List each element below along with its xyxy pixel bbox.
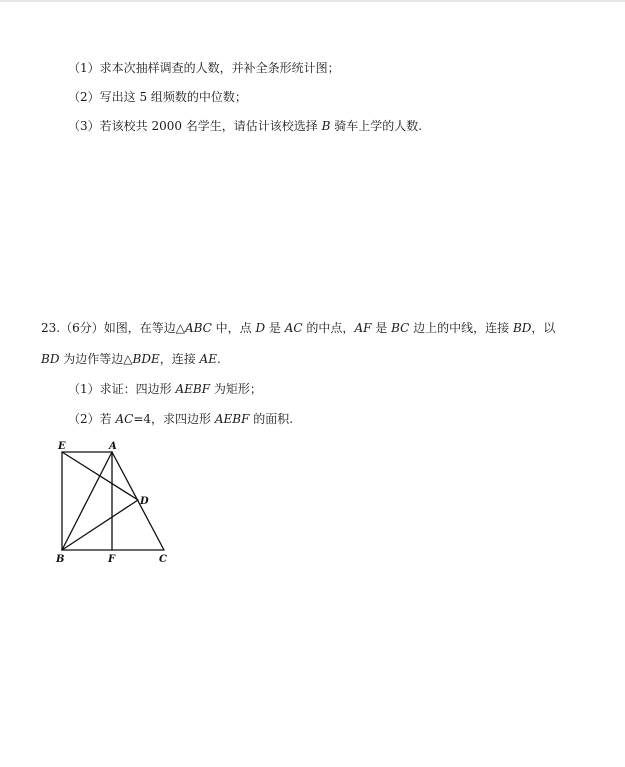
- q23-bd: BD: [512, 321, 532, 335]
- q22-part-1: [68, 60, 340, 76]
- q22-part-3-text-a: （3）若该校共 2000 名学生，请估计该校选择: [68, 119, 322, 133]
- page-top-border: [0, 0, 625, 2]
- q23-af: AF: [354, 321, 372, 335]
- segment-ac: [112, 452, 164, 550]
- q23-abc: ABC: [184, 321, 212, 335]
- q23-d: D: [255, 321, 266, 335]
- q23-bde: BDE: [132, 352, 160, 366]
- q23-t6: ，以: [531, 321, 556, 335]
- q23-stem-line-1: [41, 320, 555, 336]
- q23-part-2-a: （2）若: [68, 412, 116, 426]
- q23-part-2-aebf: AEBF: [214, 412, 250, 426]
- q23-t3: 的中点，: [302, 321, 355, 335]
- q23-part-2-b: =4，求四边形: [133, 412, 215, 426]
- q23-part-2-ac: AC: [115, 412, 134, 426]
- q23-ac: AC: [284, 321, 303, 335]
- q23-t5: 边上的中线，连接: [409, 321, 513, 335]
- q22-part-2-text: （2）写出这 5 组频数的中位数；: [68, 90, 247, 104]
- q22-part-3-text-b: 骑车上学的人数.: [330, 119, 423, 133]
- q22-part-2: [68, 89, 247, 105]
- q23-t9: .: [216, 352, 221, 366]
- q22-part-3: [68, 118, 422, 134]
- q23-t2: 是: [265, 321, 285, 335]
- q23-part-1: [68, 381, 262, 397]
- q23-part-2-c: 的面积.: [249, 412, 294, 426]
- q23-bc: BC: [391, 321, 410, 335]
- label-a: A: [109, 441, 117, 452]
- label-d: D: [140, 496, 149, 507]
- label-f: F: [108, 554, 116, 565]
- segment-bd: [62, 500, 138, 550]
- q23-t7: 为边作等边△: [59, 352, 133, 366]
- q23-bd-2: BD: [41, 352, 60, 366]
- geometry-figure: [54, 438, 179, 568]
- label-b: B: [56, 554, 65, 565]
- q23-head: 23.（6分）如图，在等边△: [41, 321, 185, 335]
- segment-ed: [62, 452, 138, 500]
- segment-ab: [62, 452, 112, 550]
- q23-part-2: [68, 411, 293, 427]
- q23-t1: 中，点: [211, 321, 256, 335]
- q23-part-1-aebf: AEBF: [175, 382, 211, 396]
- q22-part-3-var: B: [321, 119, 331, 133]
- q22-part-1-text: （1）求本次抽样调查的人数，并补全条形统计图；: [68, 61, 340, 75]
- label-e: E: [58, 441, 66, 452]
- q23-part-1-b: 为矩形；: [210, 382, 262, 396]
- label-c: C: [159, 554, 167, 565]
- q23-t4: 是: [371, 321, 392, 335]
- q23-stem-line-2: [41, 351, 221, 367]
- q23-ae: AE: [199, 352, 217, 366]
- q23-t8: ，连接: [159, 352, 200, 366]
- q23-part-1-a: （1）求证：四边形: [68, 382, 176, 396]
